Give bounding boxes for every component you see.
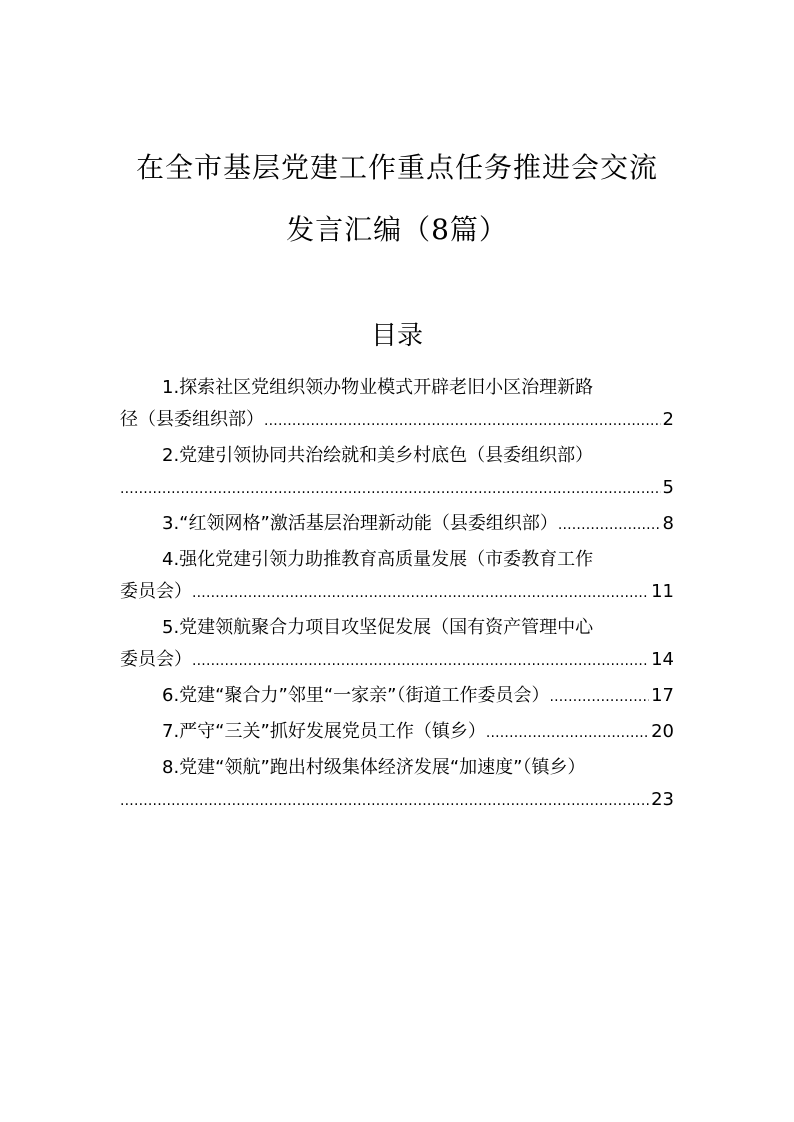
toc-entry-3-title: 3.“红领网格”激活基层治理新动能（县委组织部） [162,513,558,534]
dot-leader [264,404,661,436]
toc-entry-7[interactable] [120,716,674,748]
toc-entry-5-title-cont: 委员会） [120,649,192,670]
toc-entry-5[interactable] [120,612,674,676]
toc-entry-4-title-cont: 委员会） [120,581,192,602]
toc-entry-8-title: 8.党建“领航”跑出村级集体经济发展“加速度”（镇乡） [162,757,586,778]
dot-leader [558,508,661,540]
dot-leader [192,576,649,608]
toc-entry-6[interactable] [120,680,674,712]
toc-entry-2[interactable] [120,440,674,504]
toc-entry-8-page: 23 [651,789,674,810]
table-of-contents [120,372,674,820]
toc-entry-6-page: 17 [651,685,674,706]
toc-entry-6-title: 6.党建“聚合力”邻里“一家亲”（街道工作委员会） [162,685,550,706]
toc-entry-4[interactable] [120,544,674,608]
toc-entry-7-title: 7.严守“三关”抓好发展党员工作（镇乡） [162,721,486,742]
toc-entry-2-page: 5 [662,477,674,498]
toc-entry-1-title: 1.探索社区党组织领办物业模式开辟老旧小区治理新路 [162,377,594,398]
dot-leader [192,644,649,676]
toc-entry-2-title: 2.党建引领协同共治绘就和美乡村底色（县委组织部） [162,445,594,466]
toc-entry-7-page: 20 [651,721,674,742]
toc-entry-4-title: 4.强化党建引领力助推教育高质量发展（市委教育工作 [162,549,594,570]
toc-entry-8[interactable] [120,752,674,816]
toc-entry-3[interactable] [120,508,674,540]
document-title-line-1: 在全市基层党建工作重点任务推进会交流 [135,151,658,184]
toc-entry-1-title-cont: 径（县委组织部） [120,409,264,430]
toc-entry-4-page: 11 [651,581,674,602]
document-title-line-2: 发言汇编（8篇） [286,213,508,246]
toc-entry-5-title: 5.党建领航聚合力项目攻坚促发展（国有资产管理中心 [162,617,594,638]
dot-leader [120,472,661,504]
toc-heading: 目录 [370,321,423,351]
toc-entry-1[interactable] [120,372,674,436]
dot-leader [120,784,649,816]
dot-leader [549,680,649,712]
dot-leader [486,716,649,748]
toc-entry-1-page: 2 [662,409,674,430]
toc-entry-3-page: 8 [662,513,674,534]
toc-entry-5-page: 14 [651,649,674,670]
